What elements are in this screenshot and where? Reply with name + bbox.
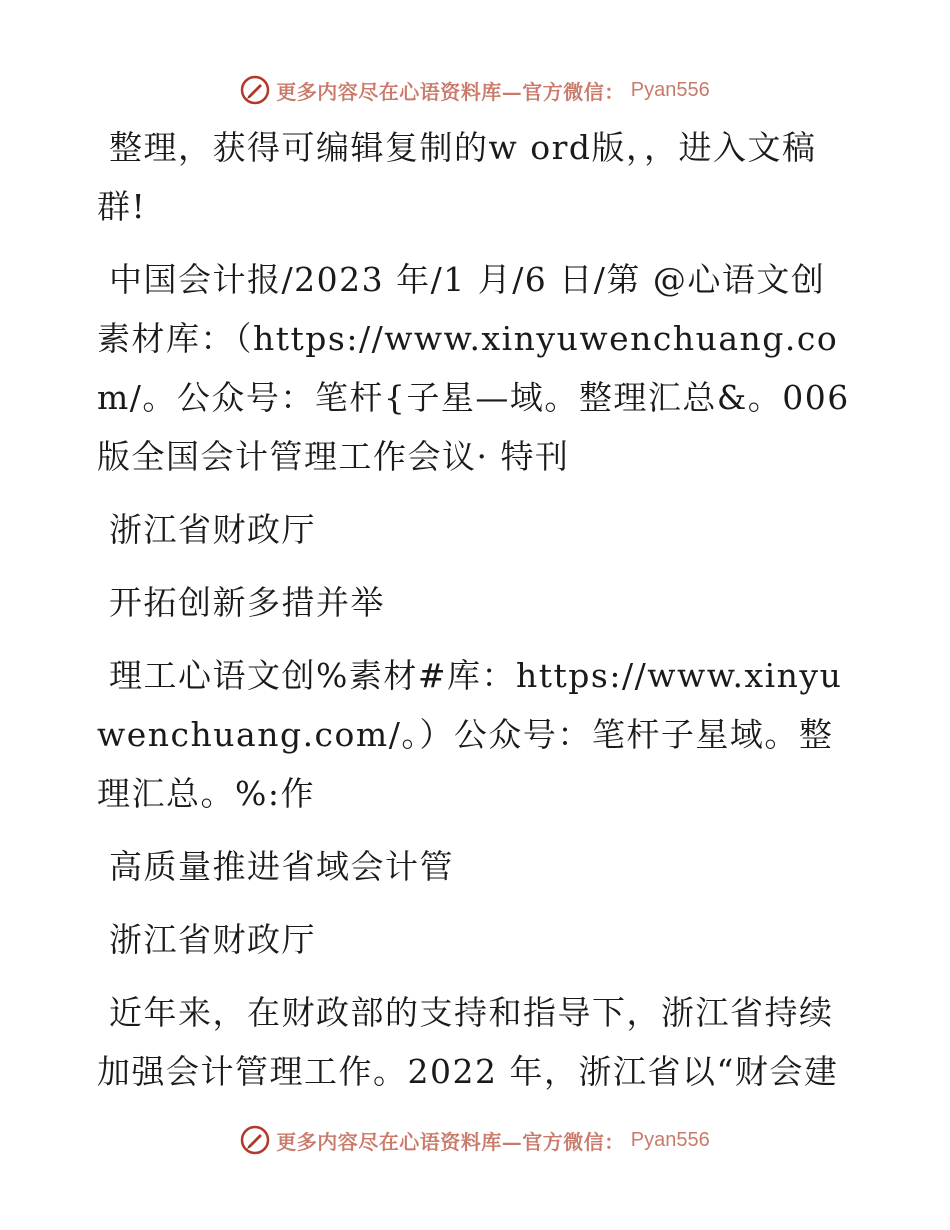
header-watermark	[0, 70, 950, 110]
document-body	[97, 118, 857, 1115]
watermark-wechat-id: Pyan556	[630, 78, 710, 101]
paragraph-intro: 整理，获得可编辑复制的w ord版，，进入文稿群!	[97, 128, 817, 226]
paragraph-dept-1: 浙江省财政厅	[109, 510, 316, 549]
watermark-text: 更多内容尽在心语资料库—官方微信：	[276, 1129, 625, 1154]
pen-logo-icon	[240, 1125, 270, 1155]
footer-watermark	[0, 1120, 950, 1160]
watermark-wechat-id: Pyan556	[630, 1128, 710, 1151]
paragraph-body-start: 近年来，在财政部的支持和指导下，浙江省持续加强会计管理工作。2022 年，浙江省以“财会建	[97, 993, 839, 1091]
paragraph-library-note: 理工心语文创%素材#库：https://www.xinyuwenchuang.com/。）公众号：笔杆子星域。整理汇总。%:作	[97, 656, 843, 813]
paragraph-subheadline: 高质量推进省域会计管	[109, 847, 454, 886]
watermark-text: 更多内容尽在心语资料库—官方微信：	[276, 79, 625, 104]
paragraph-dept-2: 浙江省财政厅	[109, 920, 316, 959]
paragraph-source: 中国会计报/2023 年/1 月/6 日/第 @心语文创素材库：（https://www.xinyuwenchuang.com/。公众号：笔杆{子星—域。整理汇总&。006 版全国会计管理工作会议· 特刊	[97, 260, 850, 476]
pen-logo-icon	[240, 75, 270, 105]
paragraph-headline: 开拓创新多措并举	[109, 583, 385, 622]
